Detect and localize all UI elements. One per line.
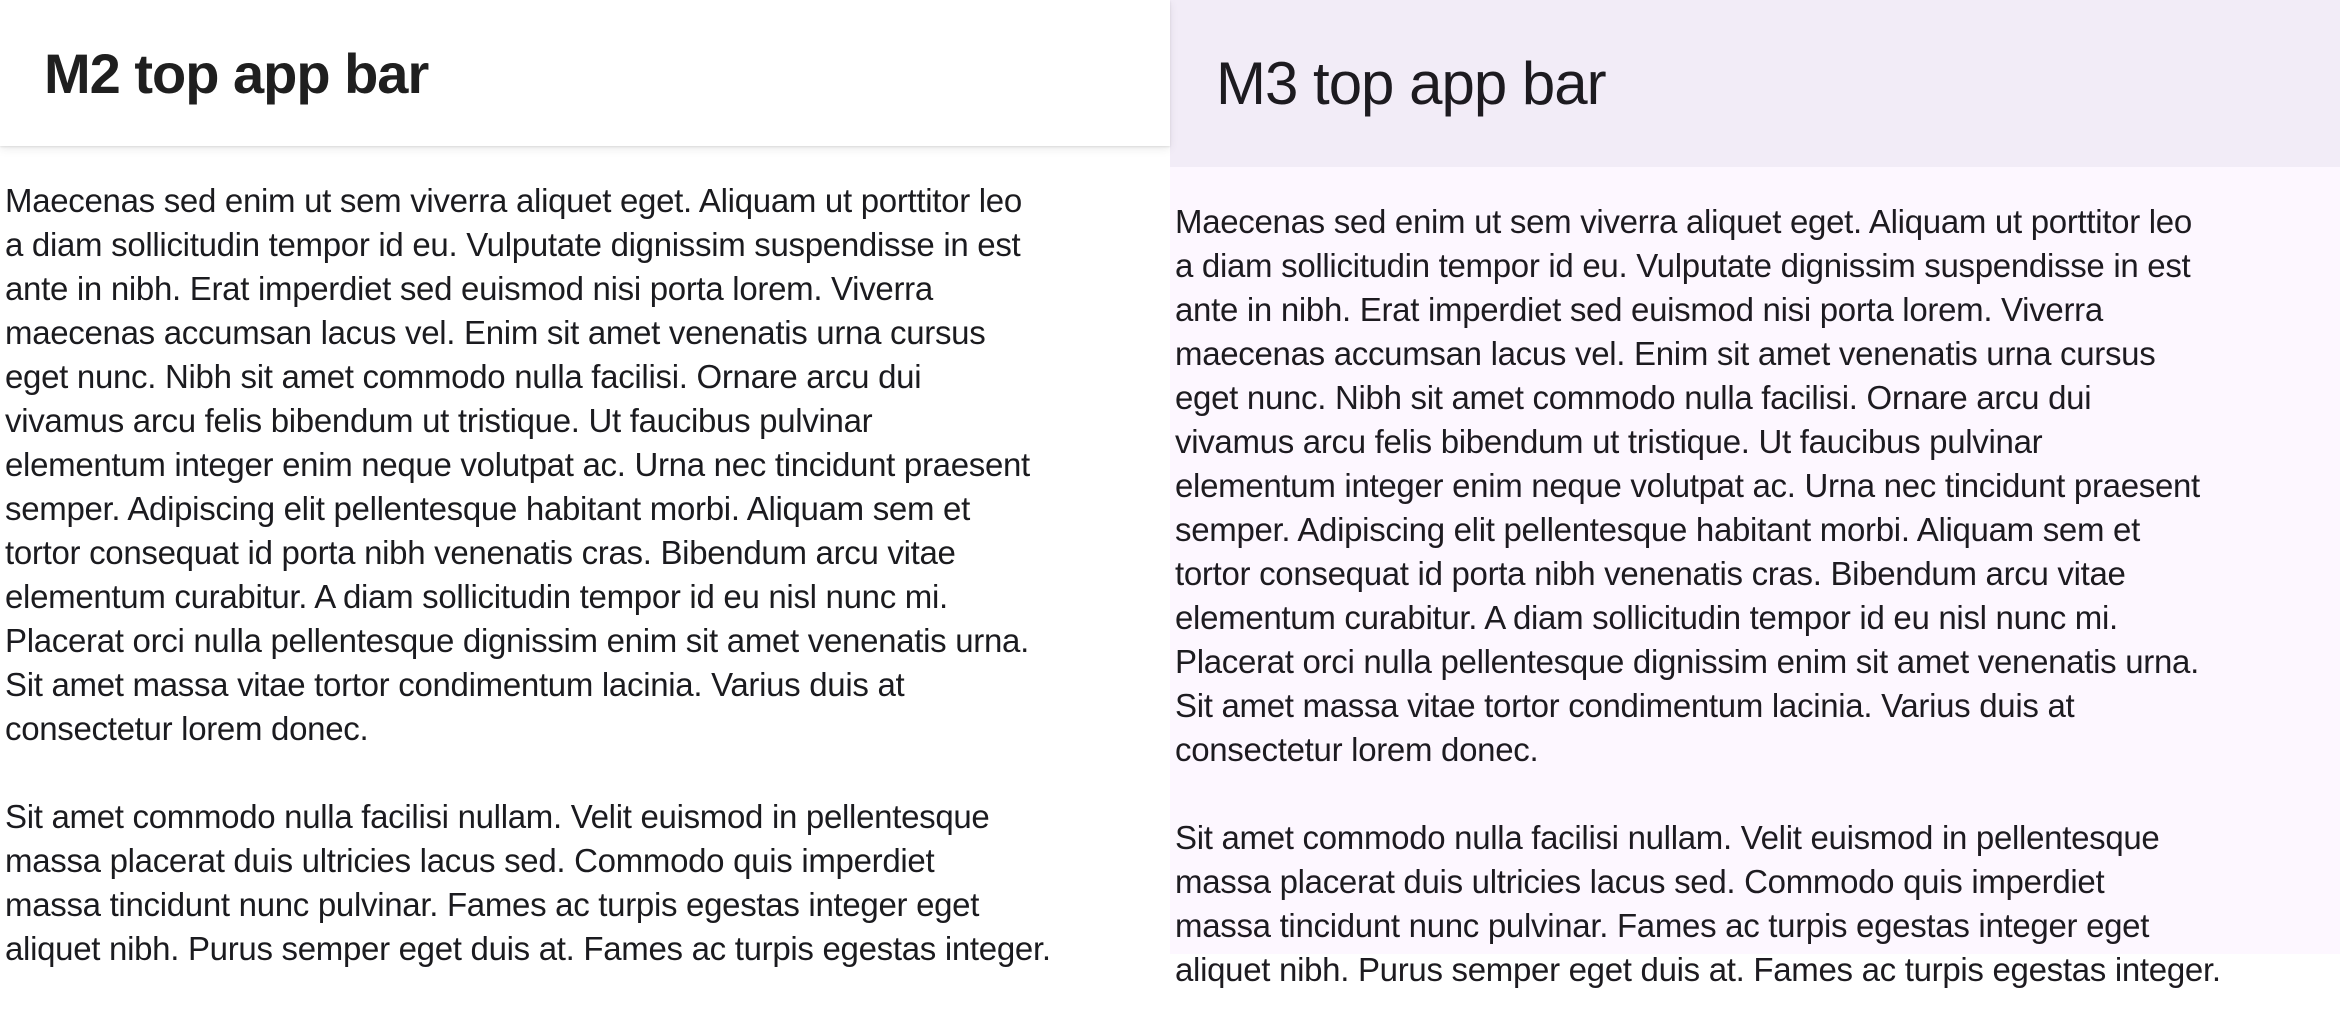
body-paragraph: [5, 179, 1170, 751]
m2-app-bar-title: M2 top app bar: [44, 41, 429, 105]
text-line: tortor consequat id porta nibh venenatis cras. Bibendum arcu vitae: [1175, 555, 2126, 592]
m2-top-app-bar: [0, 0, 1170, 146]
text-line: elementum curabitur. A diam sollicitudin tempor id eu nisl nunc mi.: [1175, 599, 2118, 636]
text-line: vivamus arcu felis bibendum ut tristique. Ut faucibus pulvinar: [1175, 423, 2043, 460]
m3-pane: [1170, 0, 2340, 988]
body-paragraph: [1175, 816, 2340, 992]
text-line: consectetur lorem donec.: [5, 710, 369, 747]
text-line: a diam sollicitudin tempor id eu. Vulputate dignissim suspendisse in est: [1175, 247, 2191, 284]
text-line: maecenas accumsan lacus vel. Enim sit amet venenatis urna cursus: [5, 314, 986, 351]
text-line: Sit amet massa vitae tortor condimentum lacinia. Varius duis at: [1175, 687, 2075, 724]
text-line: Sit amet commodo nulla facilisi nullam. Velit euismod in pellentesque: [1175, 819, 2160, 856]
text-line: elementum integer enim neque volutpat ac. Urna nec tincidunt praesent: [1175, 467, 2200, 504]
text-line: massa placerat duis ultricies lacus sed. Commodo quis imperdiet: [5, 842, 935, 879]
text-line: Maecenas sed enim ut sem viverra aliquet eget. Aliquam ut porttitor leo: [1175, 203, 2192, 240]
text-line: Sit amet commodo nulla facilisi nullam. Velit euismod in pellentesque: [5, 798, 990, 835]
text-line: massa tincidunt nunc pulvinar. Fames ac turpis egestas integer eget: [5, 886, 980, 923]
m3-top-app-bar: [1170, 0, 2340, 167]
text-line: massa tincidunt nunc pulvinar. Fames ac turpis egestas integer eget: [1175, 907, 2150, 944]
m2-pane: [0, 0, 1170, 967]
text-line: eget nunc. Nibh sit amet commodo nulla facilisi. Ornare arcu dui: [1175, 379, 2092, 416]
text-line: semper. Adipiscing elit pellentesque habitant morbi. Aliquam sem et: [5, 490, 970, 527]
text-line: elementum integer enim neque volutpat ac. Urna nec tincidunt praesent: [5, 446, 1030, 483]
text-line: ante in nibh. Erat imperdiet sed euismod nisi porta lorem. Viverra: [5, 270, 933, 307]
text-line: ante in nibh. Erat imperdiet sed euismod nisi porta lorem. Viverra: [1175, 291, 2103, 328]
text-line: aliquet nibh. Purus semper eget duis at. Fames ac turpis egestas integer.: [5, 930, 1051, 967]
text-line: Placerat orci nulla pellentesque dignissim enim sit amet venenatis urna.: [1175, 643, 2199, 680]
text-line: tortor consequat id porta nibh venenatis cras. Bibendum arcu vitae: [5, 534, 956, 571]
text-line: vivamus arcu felis bibendum ut tristique. Ut faucibus pulvinar: [5, 402, 873, 439]
text-line: massa placerat duis ultricies lacus sed. Commodo quis imperdiet: [1175, 863, 2105, 900]
m2-body-scroll-area[interactable]: [0, 146, 1170, 1015]
body-paragraph: [5, 795, 1170, 971]
text-line: elementum curabitur. A diam sollicitudin tempor id eu nisl nunc mi.: [5, 578, 948, 615]
text-line: Placerat orci nulla pellentesque dignissim enim sit amet venenatis urna.: [5, 622, 1029, 659]
text-line: consectetur lorem donec.: [1175, 731, 1539, 768]
text-line: semper. Adipiscing elit pellentesque habitant morbi. Aliquam sem et: [1175, 511, 2140, 548]
text-line: Maecenas sed enim ut sem viverra aliquet eget. Aliquam ut porttitor leo: [5, 182, 1022, 219]
m3-app-bar-title: M3 top app bar: [1216, 50, 1606, 117]
text-line: Sit amet massa vitae tortor condimentum lacinia. Varius duis at: [5, 666, 905, 703]
text-line: eget nunc. Nibh sit amet commodo nulla facilisi. Ornare arcu dui: [5, 358, 922, 395]
text-line: a diam sollicitudin tempor id eu. Vulputate dignissim suspendisse in est: [5, 226, 1021, 263]
body-paragraph: [1175, 200, 2340, 772]
text-line: aliquet nibh. Purus semper eget duis at. Fames ac turpis egestas integer.: [1175, 951, 2221, 988]
text-line: maecenas accumsan lacus vel. Enim sit amet venenatis urna cursus: [1175, 335, 2156, 372]
m3-body-scroll-area[interactable]: [1170, 167, 2340, 1036]
